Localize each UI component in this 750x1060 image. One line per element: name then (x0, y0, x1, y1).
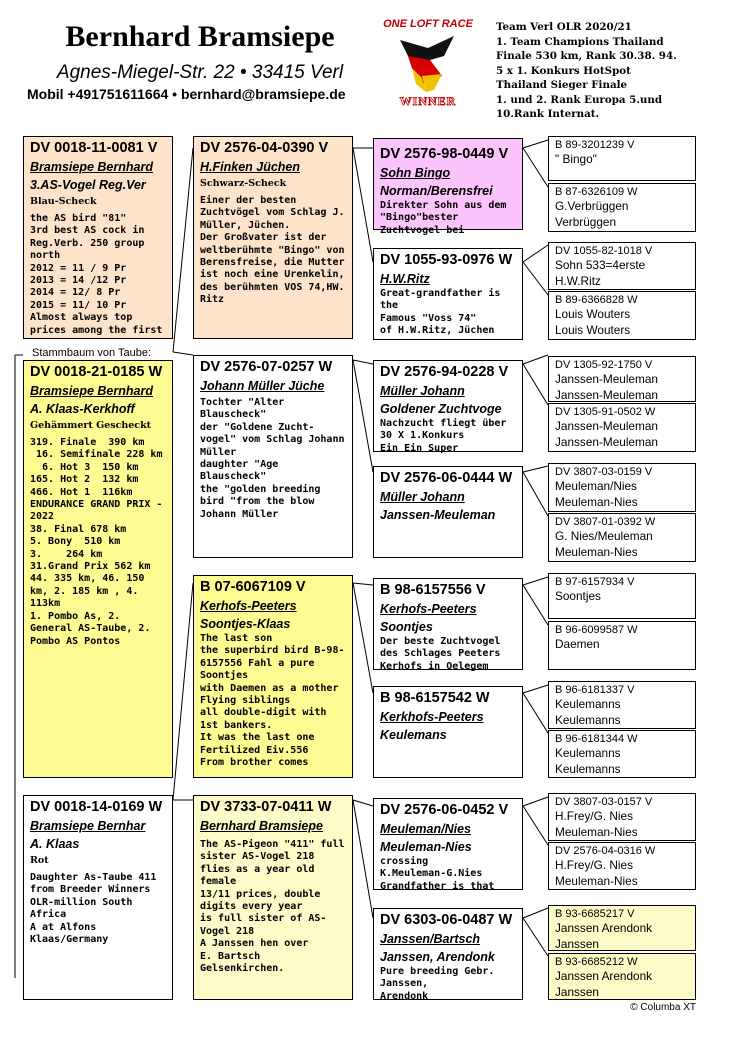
g4-line: H.W.Ritz (555, 273, 601, 288)
g4-line: Janssen-Meuleman (555, 434, 658, 449)
great-grandparent-strain: Goldener Zuchtvoge (380, 402, 502, 416)
great-grandparent-owner: Janssen/Bartsch (380, 932, 481, 946)
grandparent-ring: B 07-6067109 V (200, 579, 306, 595)
great-grandparent-owner: Kerkhofs-Peeters (380, 710, 484, 724)
g4-line: Meuleman/Nies (555, 479, 637, 493)
great-grandparent-strain: Janssen, Arendonk (380, 950, 495, 964)
g4-line: H.Frey/G. Nies (555, 858, 633, 872)
subject-ring: DV 0018-21-0185 W (30, 364, 163, 380)
g4-card[interactable] (548, 621, 696, 670)
great-grandparent-strain: Keulemans (380, 728, 447, 742)
great-grandparent-card[interactable] (373, 578, 523, 670)
great-grandparent-notes: Pure breeding Gebr. Janssen, Arendonk (380, 966, 495, 1002)
achievement-line: 1. und 2. Rank Europa 5.und (496, 93, 663, 106)
grandparent-owner: Bernhard Bramsiepe (200, 819, 323, 833)
subject-strain: A. Klaas-Kerkhoff (30, 402, 135, 416)
g4-ring: B 89-3201239 V (555, 139, 635, 151)
father-ring: DV 0018-11-0081 V (30, 140, 158, 156)
grandparent-ring: DV 3733-07-0411 W (200, 799, 332, 815)
mother-card[interactable] (23, 795, 173, 1000)
g4-ring: B 96-6099587 W (555, 624, 638, 636)
g4-ring: DV 1305-92-1750 V (555, 359, 653, 371)
g4-card[interactable] (548, 183, 696, 232)
great-grandparent-ring: DV 2576-94-0228 V (380, 364, 509, 380)
g4-ring: DV 3807-01-0392 W (555, 516, 656, 528)
achievement-line: Finale 530 km, Rank 30.38. 94. (496, 50, 677, 62)
grandparent-card[interactable] (193, 575, 353, 778)
great-grandparent-owner: Müller Johann (380, 490, 465, 504)
g4-card[interactable] (548, 730, 696, 778)
g4-ring: B 89-6366828 W (555, 294, 638, 306)
great-grandparent-strain: Janssen-Meuleman (380, 508, 496, 522)
g4-ring: DV 1055-82-1018 V (555, 245, 653, 257)
g4-card[interactable] (548, 291, 696, 340)
g4-ring: B 97-6157934 V (555, 576, 635, 588)
g4-card[interactable] (548, 573, 696, 619)
great-grandparent-ring: DV 6303-06-0487 W (380, 912, 513, 928)
great-grandparent-ring: DV 1055-93-0976 W (380, 252, 513, 268)
grandparent-card[interactable] (193, 355, 353, 558)
achievement-line: 1. Team Champions Thailand (496, 35, 664, 48)
g4-line: Meuleman-Nies (555, 494, 638, 509)
g4-ring: DV 3807-03-0159 V (555, 466, 653, 478)
great-grandparent-card[interactable] (373, 360, 523, 452)
great-grandparent-ring: B 98-6157542 W (380, 690, 490, 706)
great-grandparent-card[interactable] (373, 466, 523, 558)
great-grandparent-owner: H.W.Ritz (380, 272, 430, 286)
grandparent-color: Schwarz-Scheck (200, 178, 287, 189)
grandparent-owner: Johann Müller Jüche (200, 379, 325, 393)
grandparent-owner: H.Finken Jüchen (200, 160, 301, 174)
great-grandparent-notes: crossing K.Meuleman-G.Nies Grandfather is that (380, 856, 495, 892)
achievement-line: 10.Rank Internat. (496, 108, 600, 120)
g4-ring: B 96-6181337 V (555, 684, 635, 696)
grandparent-notes: The last son the superbird bird B-98-6157556 Fahl a pure Soontjes with Daemen as a mother Flying siblings all double-digit with 1st bankers. It was the last one Fertilized Eiv.556 From brother comes (200, 633, 345, 769)
g4-line: Keulemanns (555, 746, 621, 760)
grandparent-card[interactable] (193, 795, 353, 1000)
great-grandparent-notes: Nachzucht fliegt über 30 X 1.Konkurs Ein Ein Super (380, 418, 507, 454)
great-grandparent-strain: Meuleman-Nies (380, 840, 472, 854)
subject-notes: 319. Finale 390 km 16. Semifinale 228 km 6. Hot 3 150 km 165. Hot 2 132 km 466. Hot 1 116km ENDURANCE GRAND PRIX - 2022 38. Final 678 km 5. Bony 510 km 3. 264 km 31.Grand Prix 562 km 44. 335 km, 46. 150 km, 2. 185 km , 4. 113km 1. Pombo As, 2. General AS-Taube, 2. Pombo AS Pontos (30, 437, 163, 647)
grandparent-notes: Tochter "Alter Blauscheck" der "Goldene Zucht-vogel" vom Schlag Johann Müller daughter "Age Blauscheck" the "golden breeding bird "from the blow Johann Müller (200, 397, 345, 520)
g4-ring: DV 2576-04-0316 W (555, 845, 656, 857)
g4-line: Soontjes (555, 589, 601, 603)
great-grandparent-notes: Great-grandfather is the Famous "Voss 74" of H.W.Ritz, Jüchen (380, 288, 501, 337)
g4-card[interactable] (548, 356, 696, 402)
g4-line: G.Verbrüggen (555, 199, 629, 213)
great-grandparent-card[interactable] (373, 138, 523, 236)
g4-line: Janssen-Meuleman (555, 387, 658, 402)
g4-ring: DV 1305-91-0502 W (555, 406, 656, 418)
g4-line: Janssen-Meuleman (555, 372, 658, 386)
father-color: Blau-Scheck (30, 196, 97, 207)
g4-line: Keulemanns (555, 761, 621, 776)
stammbaum-label: Stammbaum von Taube: (32, 347, 152, 359)
mother-owner: Bramsiepe Bernhar (30, 819, 146, 833)
g4-line: Janssen-Meuleman (555, 419, 658, 433)
mother-strain: A. Klaas (30, 837, 80, 851)
grandparent-card[interactable] (193, 136, 353, 339)
g4-line: Daemen (555, 637, 600, 651)
breeder-contact: Mobil +491751611664 • bernhard@bramsiepe.de (27, 86, 346, 102)
g4-ring: DV 3807-03-0157 V (555, 796, 653, 808)
subject-card[interactable] (23, 360, 173, 778)
great-grandparent-strain: Norman/Berensfrei (380, 184, 493, 198)
g4-line: Janssen (555, 984, 599, 999)
great-grandparent-owner: Meuleman/Nies (380, 822, 472, 836)
grandparent-ring: DV 2576-07-0257 W (200, 359, 333, 375)
great-grandparent-card[interactable] (373, 248, 523, 340)
copyright: © Columba XT (630, 1002, 696, 1013)
g4-line: Janssen (555, 936, 599, 951)
g4-line: " Bingo" (555, 152, 597, 166)
g4-line: Verbrüggen (555, 214, 617, 229)
g4-card[interactable] (548, 136, 696, 181)
achievement-line: Team Verl OLR 2020/21 (496, 21, 632, 33)
g4-card[interactable] (548, 842, 696, 890)
great-grandparent-ring: DV 2576-06-0444 W (380, 470, 513, 486)
g4-ring: B 87-6326109 W (555, 186, 638, 198)
g4-line: G. Nies/Meuleman (555, 529, 653, 543)
breeder-address: Agnes-Miegel-Str. 22 • 33415 Verl (56, 62, 344, 83)
g4-line: H.Frey/G. Nies (555, 809, 633, 823)
father-strain: 3.AS-Vogel Reg.Ver (30, 178, 146, 192)
great-grandparent-ring: B 98-6157556 V (380, 582, 486, 598)
g4-ring: B 93-6685217 V (555, 908, 635, 920)
g4-card[interactable] (548, 681, 696, 729)
achievement-line: Thailand Sieger Finale (496, 79, 628, 91)
father-card[interactable] (23, 136, 173, 339)
achievement-line: 5 x 1. Konkurs HotSpot (496, 64, 631, 77)
father-owner: Bramsiepe Bernhard (30, 160, 153, 174)
mother-ring: DV 0018-14-0169 W (30, 799, 163, 815)
g4-card[interactable] (548, 953, 696, 1000)
great-grandparent-owner: Kerhofs-Peeters (380, 602, 477, 616)
great-grandparent-ring: DV 2576-06-0452 V (380, 802, 509, 818)
g4-ring: B 93-6685212 W (555, 956, 638, 968)
great-grandparent-card[interactable] (373, 798, 523, 890)
father-notes: the AS bird "81" 3rd best AS cock in Reg.Verb. 250 group north 2012 = 11 / 9 Pr 2013 = 14 /12 Pr 2014 = 12/ 8 Pr 2015 = 11/ 10 Pr Almost always top prices among the first (30, 213, 163, 336)
great-grandparent-card[interactable] (373, 908, 523, 1000)
g4-line: Janssen Arendonk (555, 969, 653, 983)
g4-line: Meuleman-Nies (555, 824, 638, 839)
great-grandparent-owner: Müller Johann (380, 384, 465, 398)
grandparent-notes: Einer der besten Zuchtvögel vom Schlag J. Müller, Jüchen. Der Großvater ist der weltberühmte "Bingo" von Berensfreise, die Mutter ist noch eine Urenkelin, des berühmten VOS 74,HW. Ritz (200, 195, 345, 306)
g4-card[interactable] (548, 905, 696, 951)
great-grandparent-strain: Soontjes (380, 620, 433, 634)
g4-line: Keulemanns (555, 697, 621, 711)
g4-card[interactable] (548, 242, 696, 290)
g4-line: Meuleman-Nies (555, 544, 638, 559)
g4-line: Keulemanns (555, 712, 621, 727)
breeder-name: Bernhard Bramsiepe (65, 20, 335, 53)
g4-line: Sohn 533=4erste (555, 258, 646, 272)
g4-card[interactable] (548, 793, 696, 841)
g4-line: Janssen Arendonk (555, 921, 653, 935)
g4-line: Louis Wouters (555, 322, 631, 337)
grandparent-strain: Soontjes-Klaas (200, 617, 291, 631)
subject-owner: Bramsiepe Bernhard (30, 384, 153, 398)
g4-line: Louis Wouters (555, 307, 631, 321)
mother-color: Rot (30, 855, 49, 866)
grandparent-ring: DV 2576-04-0390 V (200, 140, 329, 156)
great-grandparent-owner: Sohn Bingo (380, 166, 451, 180)
grandparent-owner: Kerhofs-Peeters (200, 599, 297, 613)
grandparent-notes: The AS-Pigeon "411" full sister AS-Vogel 218 flies as a year old female 13/11 prices, double digits every year is full sister of AS-Vogel 218 A Janssen hen over E. Bartsch Gelsenkirchen. (200, 839, 345, 975)
great-grandparent-card[interactable] (373, 686, 523, 778)
g4-ring: B 96-6181344 W (555, 733, 638, 745)
great-grandparent-ring: DV 2576-98-0449 V (380, 146, 509, 162)
mother-notes: Daughter As-Taube 411 from Breeder Winners OLR-million South Africa A at Alfons Klaas/Germany (30, 872, 157, 946)
great-grandparent-notes: Der beste Zuchtvogel des Schlages Peeters Kerhofs in Oelegem (380, 636, 507, 672)
subject-color: Gehämmert Gescheckt (30, 420, 152, 431)
g4-card[interactable] (548, 403, 696, 452)
great-grandparent-notes: Direkter Sohn aus dem "Bingo"bester Zuchtvogel bei (380, 200, 513, 236)
logo-top-text: ONE LOFT RACE (383, 18, 473, 30)
g4-card[interactable] (548, 513, 696, 562)
g4-line: Meuleman-Nies (555, 873, 638, 888)
g4-card[interactable] (548, 463, 696, 512)
logo-bottom-text: WINNER (399, 94, 457, 108)
